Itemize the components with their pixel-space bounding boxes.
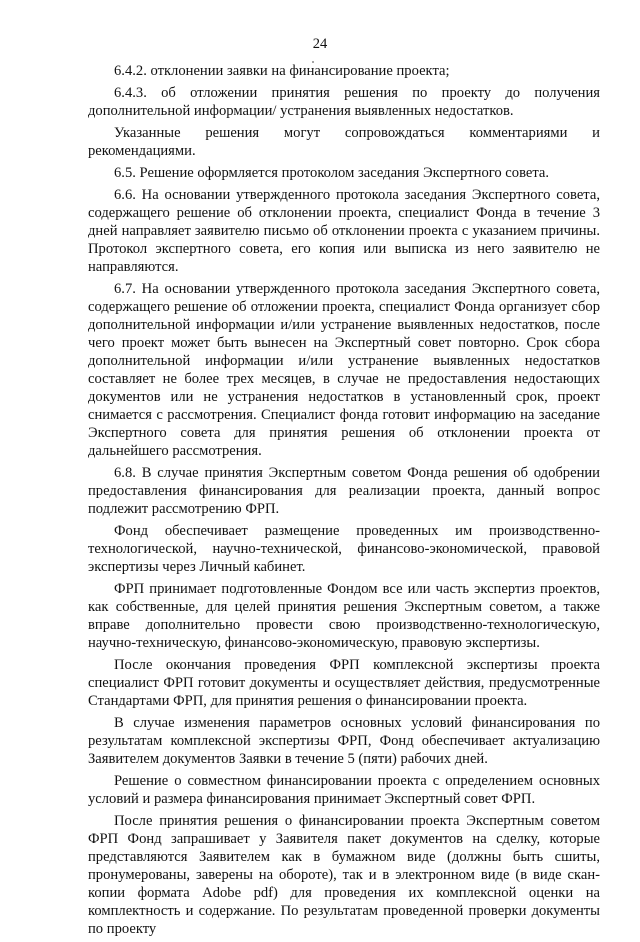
paragraph-6-8: 6.8. В случае принятия Экспертным советом Фонда решения об одобрении предоставления финансирования для реализации проекта, данный вопрос подлежит рассмотрению ФРП. xyxy=(88,465,600,517)
paragraph-6-4-3: 6.4.3. об отложении принятия решения по проекту до получения дополнительной информации/ устранения выявленных недостатков. xyxy=(88,85,600,119)
paragraph-6-7: 6.7. На основании утвержденного протокола заседания Экспертного совета, содержащего решение об отложении проекта, специалист Фонда организует сбор дополнительной информации и/или устранение выявленных недостатков, после чего проект может быть вынесен на Экспертный совет повторно. Срок сбора дополнительной информации и/или устранение выявленных недостатков составляет не более трех месяцев, в случае не предоставления недостающих документов или не устранения недостатков в установленный срок, проект снимается с рассмотрения. Специалист фонда готовит информацию на заседание Экспертного совета для принятия решения об отклонении проекта от дальнейшего рассмотрения. xyxy=(88,281,600,459)
paragraph-frp-accepts: ФРП принимает подготовленные Фондом все или часть экспертиз проектов, как собственные, для целей принятия решения Экспертным советом, а также вправе дополнительно провести свою производственно-технологическую, научно-техническую, финансово-экономическую, правовую экспертизы. xyxy=(88,581,600,651)
paragraph-6-5: 6.5. Решение оформляется протоколом заседания Экспертного совета. xyxy=(114,165,550,181)
page-number: 24 xyxy=(312,36,328,52)
paragraph-documents-request: После принятия решения о финансировании проекта Экспертным советом ФРП Фонд запрашивает у Заявителя пакет документов на сделку, которые представляются Заявителем как в бумажном виде (должны быть сшиты, пронумерованы, заверены на обороте), так и в электронном виде (в виде скан-копии формата Adobe pdf) для проведения их комплексной оценки на комплектность и содержание. По результатам проведенной проверки документы по проекту xyxy=(88,813,600,937)
paragraph-6-6: 6.6. На основании утвержденного протокола заседания Экспертного совета, содержащего решение об отклонении проекта, специалист Фонда в течение 3 дней направляет заявителю письмо об отклонении проекта с указанием причины. Протокол экспертного совета, его копия или выписка из него заявителю не направляются. xyxy=(88,187,600,275)
paragraph-joint-financing: Решение о совместном финансировании проекта с определением основных условий и размера финансирования принимает Экспертный совет ФРП. xyxy=(88,773,600,807)
paragraph-6-4-2: 6.4.2. отклонении заявки на финансирование проекта; xyxy=(114,63,450,79)
paragraph-comments: Указанные решения могут сопровождаться комментариями и рекомендациями. xyxy=(88,125,600,159)
document-body xyxy=(88,62,600,942)
paragraph-fund-expertise: Фонд обеспечивает размещение проведенных им производственно-технологической, научно-технической, финансово-экономической, правовой экспертизы через Личный кабинет. xyxy=(88,523,600,575)
paragraph-parameter-change: В случае изменения параметров основных условий финансирования по результатам комплексной экспертизы ФРП, Фонд обеспечивает актуализацию Заявителем документов Заявки в течение 5 (пяти) рабочих дней. xyxy=(88,715,600,767)
paragraph-after-expertise: После окончания проведения ФРП комплексной экспертизы проекта специалист ФРП готовит документы и осуществляет действия, предусмотренные Стандартами ФРП, для принятия решения о финансировании проекта. xyxy=(88,657,600,709)
